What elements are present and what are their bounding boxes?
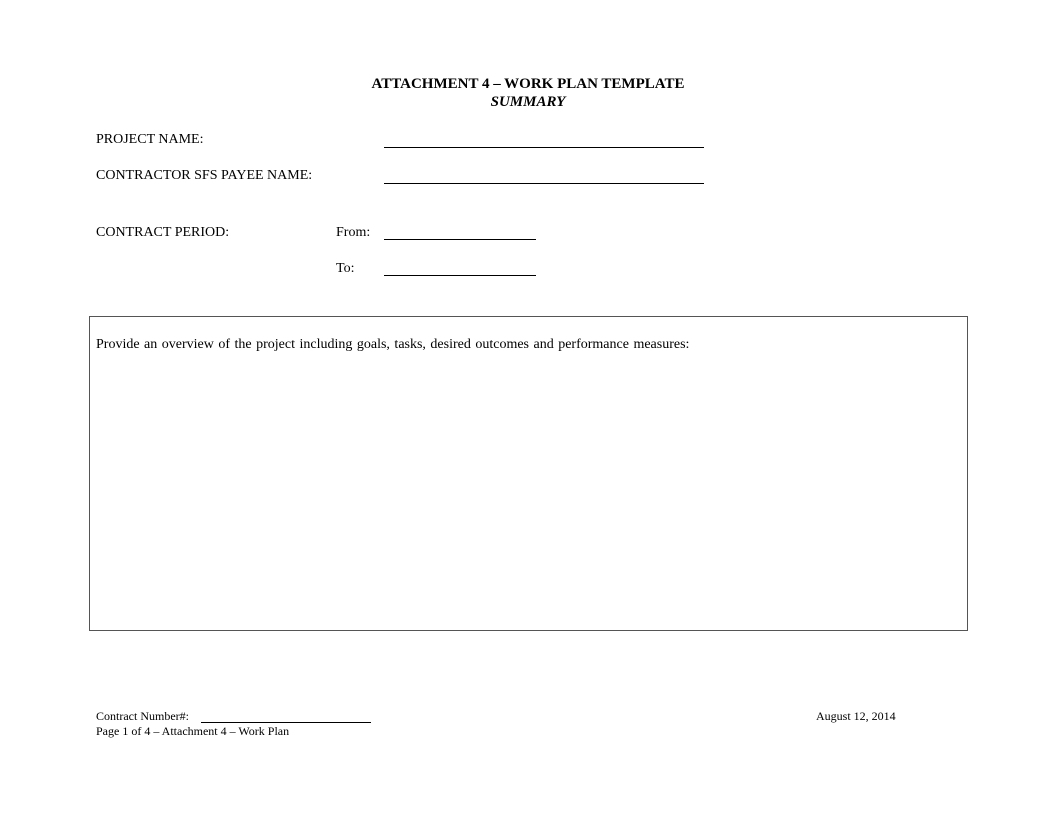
to-label: To: bbox=[336, 261, 355, 276]
summary-prompt: Provide an overview of the project including goals, tasks, desired outcomes and performance measures: bbox=[96, 337, 690, 352]
page-info: Page 1 of 4 – Attachment 4 – Work Plan bbox=[96, 724, 290, 738]
document-title: ATTACHMENT 4 – WORK PLAN TEMPLATE bbox=[371, 76, 685, 92]
summary-box[interactable] bbox=[89, 316, 968, 631]
footer-date: August 12, 2014 bbox=[816, 709, 896, 723]
contract-number-field[interactable] bbox=[201, 722, 371, 723]
project-name-label: PROJECT NAME: bbox=[96, 132, 204, 147]
to-date-field[interactable] bbox=[384, 275, 536, 276]
contract-number-label: Contract Number#: bbox=[96, 709, 189, 723]
payee-name-field[interactable] bbox=[384, 183, 704, 184]
contract-period-label: CONTRACT PERIOD: bbox=[96, 225, 230, 240]
from-date-field[interactable] bbox=[384, 239, 536, 240]
from-label: From: bbox=[336, 225, 371, 240]
payee-name-label: CONTRACTOR SFS PAYEE NAME: bbox=[96, 168, 313, 183]
project-name-field[interactable] bbox=[384, 147, 704, 148]
document-subtitle: SUMMARY bbox=[490, 94, 566, 110]
